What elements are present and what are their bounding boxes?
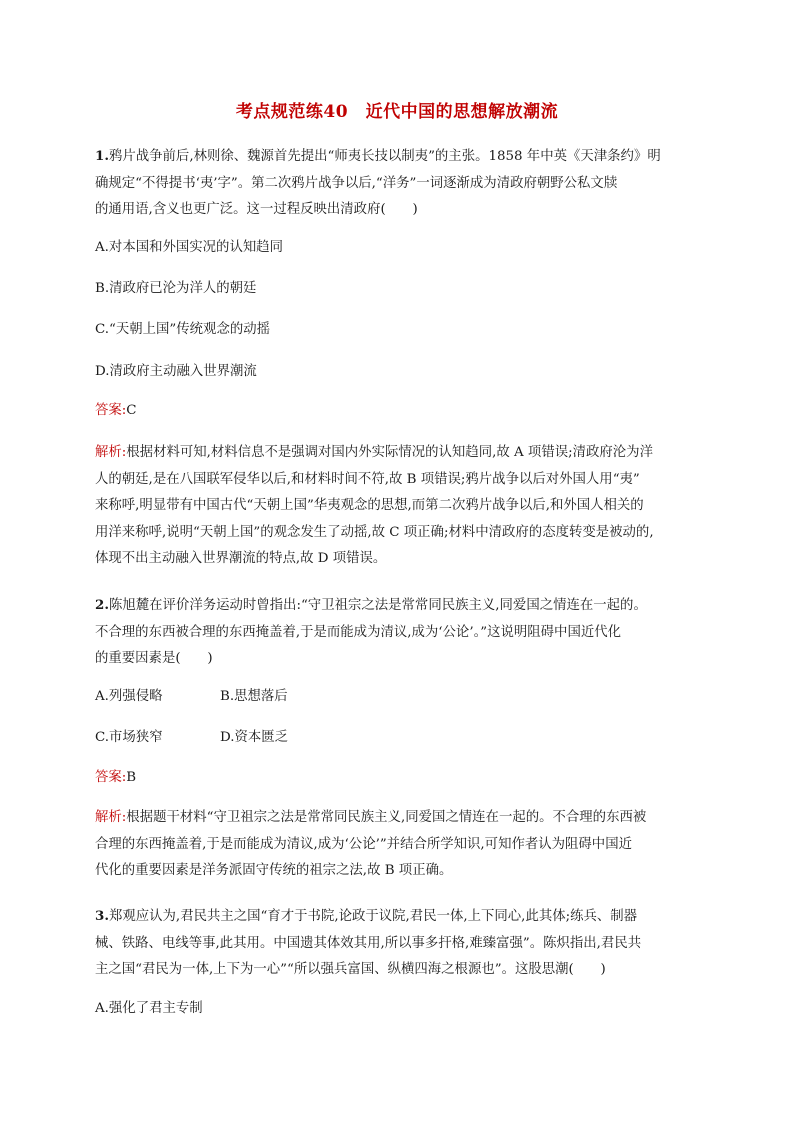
question-3-number: 3. [95, 908, 109, 924]
question-1-line-1: 1.鸦片战争前后,林则徐、魏源首先提出“师夷长技以制夷”的主张。1858 年中英《天津条约》明 [95, 148, 661, 164]
question-2-option-d: D.资本匮乏 [220, 730, 289, 745]
question-1-option-d: D.清政府主动融入世界潮流 [95, 364, 257, 379]
question-1-analysis [95, 440, 705, 573]
question-1-option-b: B.清政府已沦为洋人的朝廷 [95, 281, 257, 296]
question-1-line-3: 的通用语,含义也更广泛。这一过程反映出清政府( ) [95, 202, 418, 217]
question-3-line-3: 主之国“君民为一体,上下为一心”“所以强兵富国、纵横四海之根源也”。这股思潮( ) [95, 962, 606, 977]
question-2-answer [95, 768, 136, 788]
analysis-line-2: 合理的东西掩盖着,于是而能成为清议,成为‘公论’”并结合所学知识,可知作者认为阻碍中国近 [95, 836, 632, 852]
question-1-option-a: A.对本国和外国实况的认知趋同 [95, 240, 284, 255]
question-2-option-c: C.市场狭窄 [95, 730, 163, 745]
question-3-stem [95, 903, 705, 984]
question-2-line-1: 2.陈旭麓在评价洋务运动时曾指出:“守卫祖宗之法是常常同民族主义,同爱国之情连在一起的。 [95, 597, 647, 613]
question-1-number: 1. [95, 148, 109, 164]
analysis-label: 解析: [95, 445, 127, 460]
question-2-line-2: 不合理的东西被合理的东西掩盖着,于是而能成为清议,成为‘公论’。”这说明阻碍中国近代化 [95, 624, 622, 640]
question-3-line-1: 3.郑观应认为,君民共主之国“育才于书院,论政于议院,君民一体,上下同心,此其体;练兵、制器 [95, 908, 638, 924]
page-title: 考点规范练40 近代中国的思想解放潮流 [235, 102, 559, 122]
analysis-line-4: 用洋来称呼,说明“天朝上国”的观念发生了动摇,故 C 项正确;材料中清政府的态度转变是被动的, [95, 524, 654, 540]
analysis-label: 解析: [95, 810, 127, 825]
question-1-line-2: 确规定“不得提书‘夷’字”。第二次鸦片战争以后,“洋务”一词逐渐成为清政府朝野公私文牍 [95, 175, 618, 191]
analysis-line-1: 解析:根据材料可知,材料信息不是强调对国内外实际情况的认知趋同,故 A 项错误;清政府沦为洋 [95, 445, 653, 460]
question-2-analysis [95, 805, 705, 885]
question-3-option-a: A.强化了君主专制 [95, 1001, 203, 1016]
answer-label: 答案: [95, 770, 127, 785]
question-1-stem [95, 143, 705, 224]
analysis-line-1: 解析:根据题干材料“守卫祖宗之法是常常同民族主义,同爱国之情连在一起的。不合理的东西被 [95, 810, 647, 825]
question-2-option-b: B.思想落后 [220, 689, 288, 704]
question-2-number: 2. [95, 597, 109, 613]
analysis-line-5: 体现不出主动融入世界潮流的特点,故 D 项错误。 [95, 551, 387, 566]
analysis-line-3: 来称呼,明显带有中国古代“天朝上国”华夷观念的思想,而第二次鸦片战争以后,和外国人相关的 [95, 498, 644, 513]
question-2-option-a: A.列强侵略 [95, 689, 163, 704]
question-1-answer [95, 401, 137, 421]
answer-value: C [126, 403, 137, 418]
question-2-line-3: 的重要因素是( ) [95, 651, 213, 666]
answer-value: B [126, 770, 137, 785]
question-3-line-2: 械、铁路、电线等事,此其用。中国遗其体效其用,所以事多扞格,难臻富强”。陈炽指出,君民共 [95, 935, 642, 951]
answer-label: 答案: [95, 403, 127, 418]
question-1-option-c: C.“天朝上国”传统观念的动摇 [95, 322, 271, 337]
analysis-line-2: 人的朝廷,是在八国联军侵华以后,和材料时间不符,故 B 项错误;鸦片战争以后对外国人用“夷” [95, 471, 640, 487]
analysis-line-3: 代化的重要因素是洋务派固守传统的祖宗之法,故 B 项正确。 [95, 863, 453, 878]
question-2-stem [95, 592, 705, 673]
